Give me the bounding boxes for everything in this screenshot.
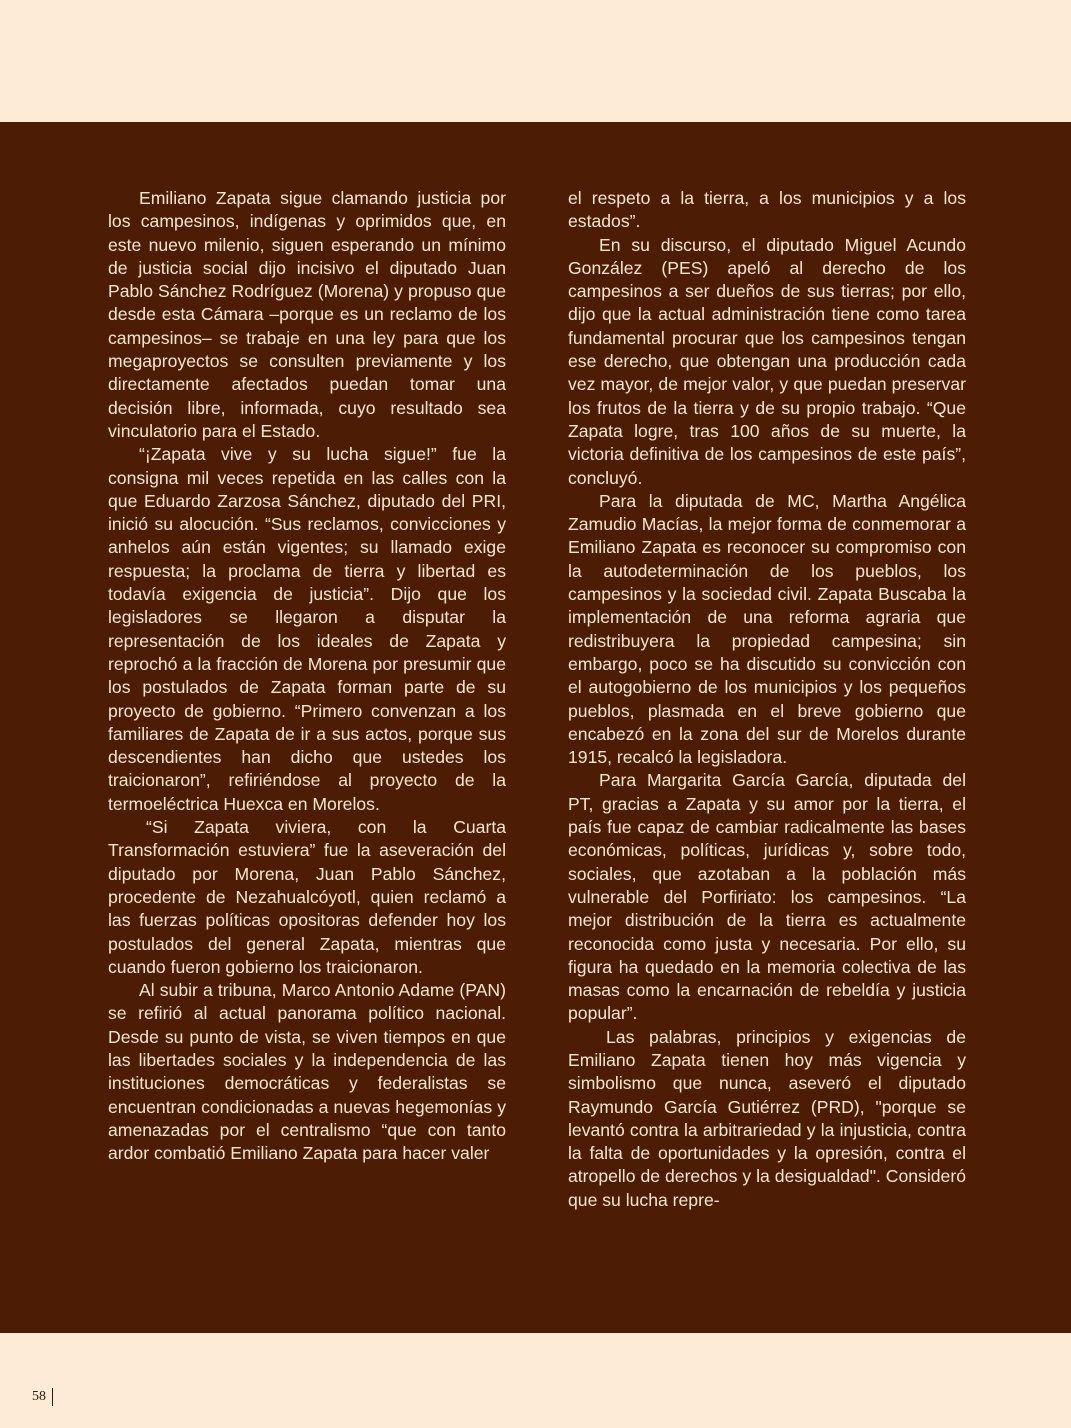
paragraph: Al subir a tribuna, Marco Antonio Adame (PAN) se refirió al actual panorama político nacional. Desde su punto de vista, se viven tiempos en que las libertades sociales y la independencia de las instituciones democráticas y federalistas se encuentran condicionadas a nuevas hegemonías y amenazadas por el centralismo “que con tanto ardor combatió Emiliano Zapata para hacer valer — [108, 980, 506, 1164]
paragraph: el respeto a la tierra, a los municipios y a los estados”. — [568, 188, 966, 232]
paragraph: Las palabras, principios y exigencias de Emiliano Zapata tienen hoy más vigencia y simbolismo que nunca, aseveró el diputado Raymundo García Gutiérrez (PRD), "porque se levantó contra la arbitrariedad y la injusticia, contra la falta de oportunidades y la opresión, contra el atropello de derechos y la desigualdad". Consideró que su lucha repre- — [568, 1026, 966, 1210]
page-footer — [0, 1333, 1071, 1428]
article-column-right — [568, 187, 966, 1212]
paragraph: “¡Zapata vive y su lucha sigue!” fue la consigna mil veces repetida en las calles con la que Eduardo Zarzosa Sánchez, diputado del PRI, inició su alocución. “Sus reclamos, convicciones y anhelos aún están vigentes; su llamado exige respuesta; la proclama de tierra y libertad es todavía exigencia de justicia”. Dijo que los legisladores se llegaron a disputar la representación de los ideales de Zapata y reprochó a la fracción de Morena por presumir que los postulados de Zapata forman parte de su proyecto de gobierno. “Primero convenzan a los familiares de Zapata de ir a sus actos, porque sus descendientes han dicho que ustedes los traicionaron”, refiriéndose al proyecto de la termoeléctrica Huexca en Morelos. — [108, 444, 506, 814]
paragraph: Emiliano Zapata sigue clamando justicia por los campesinos, indígenas y oprimidos que, en este nuevo milenio, siguen esperando un mínimo de justicia social dijo incisivo el diputado Juan Pablo Sánchez Rodríguez (Morena) y propuso que desde esta Cámara –porque es un reclamo de los campesinos– se trabaje en una ley para que los megaproyectos se consulten previamente y los directamente afectados puedan tomar una decisión libre, informada, cuyo resultado sea vinculatorio para el Estado. — [108, 188, 506, 441]
top-margin-band — [0, 0, 1071, 122]
paragraph: En su discurso, el diputado Miguel Acundo González (PES) apeló al derecho de los campesinos a ser dueños de sus tierras; por ello, dijo que la actual administración tiene como tarea fundamental procurar que los campesinos tengan ese derecho, que obtengan una producción cada vez mayor, de mejor valor, y que puedan preservar los frutos de la tierra y de su propio trabajo. “Que Zapata logre, tras 100 años de su muerte, la victoria definitiva de los campesinos de este país”, concluyó. — [568, 234, 966, 488]
article-column-left — [108, 187, 506, 1165]
paragraph: “Si Zapata viviera, con la Cuarta Transformación estuviera” fue la aseveración del diputado por Morena, Juan Pablo Sánchez, procedente de Nezahualcóyotl, quien reclamó a las fuerzas políticas opositoras defender hoy los postulados del general Zapata, mientras que cuando fueron gobierno los traicionaron. — [108, 817, 506, 977]
paragraph: Para Margarita García García, diputada del PT, gracias a Zapata y su amor por la tierra, el país fue capaz de cambiar radicalmente las bases económicas, políticas, jurídicas y, sobre todo, sociales, que azotaban a la población más vulnerable del Porfiriato: los campesinos. “La mejor distribución de la tierra es actualmente reconocida como justa y necesaria. Por ello, su figura ha quedado en la memoria colectiva de las masas como la encarnación de rebeldía y justicia popular”. — [568, 770, 966, 1024]
page-number: 58 — [32, 1388, 53, 1406]
paragraph: Para la diputada de MC, Martha Angélica Zamudio Macías, la mejor forma de conmemorar a Emiliano Zapata es reconocer su compromiso con la autodeterminación de los pueblos, los campesinos y la sociedad civil. Zapata Buscaba la implementación de una reforma agraria que redistribuyera la propiedad campesina; sin embargo, poco se ha discutido su convicción con el autogobierno de los municipios y los pequeños pueblos, plasmada en el breve gobierno que encabezó en la zona del sur de Morelos durante 1915, recalcó la legisladora. — [568, 490, 966, 768]
